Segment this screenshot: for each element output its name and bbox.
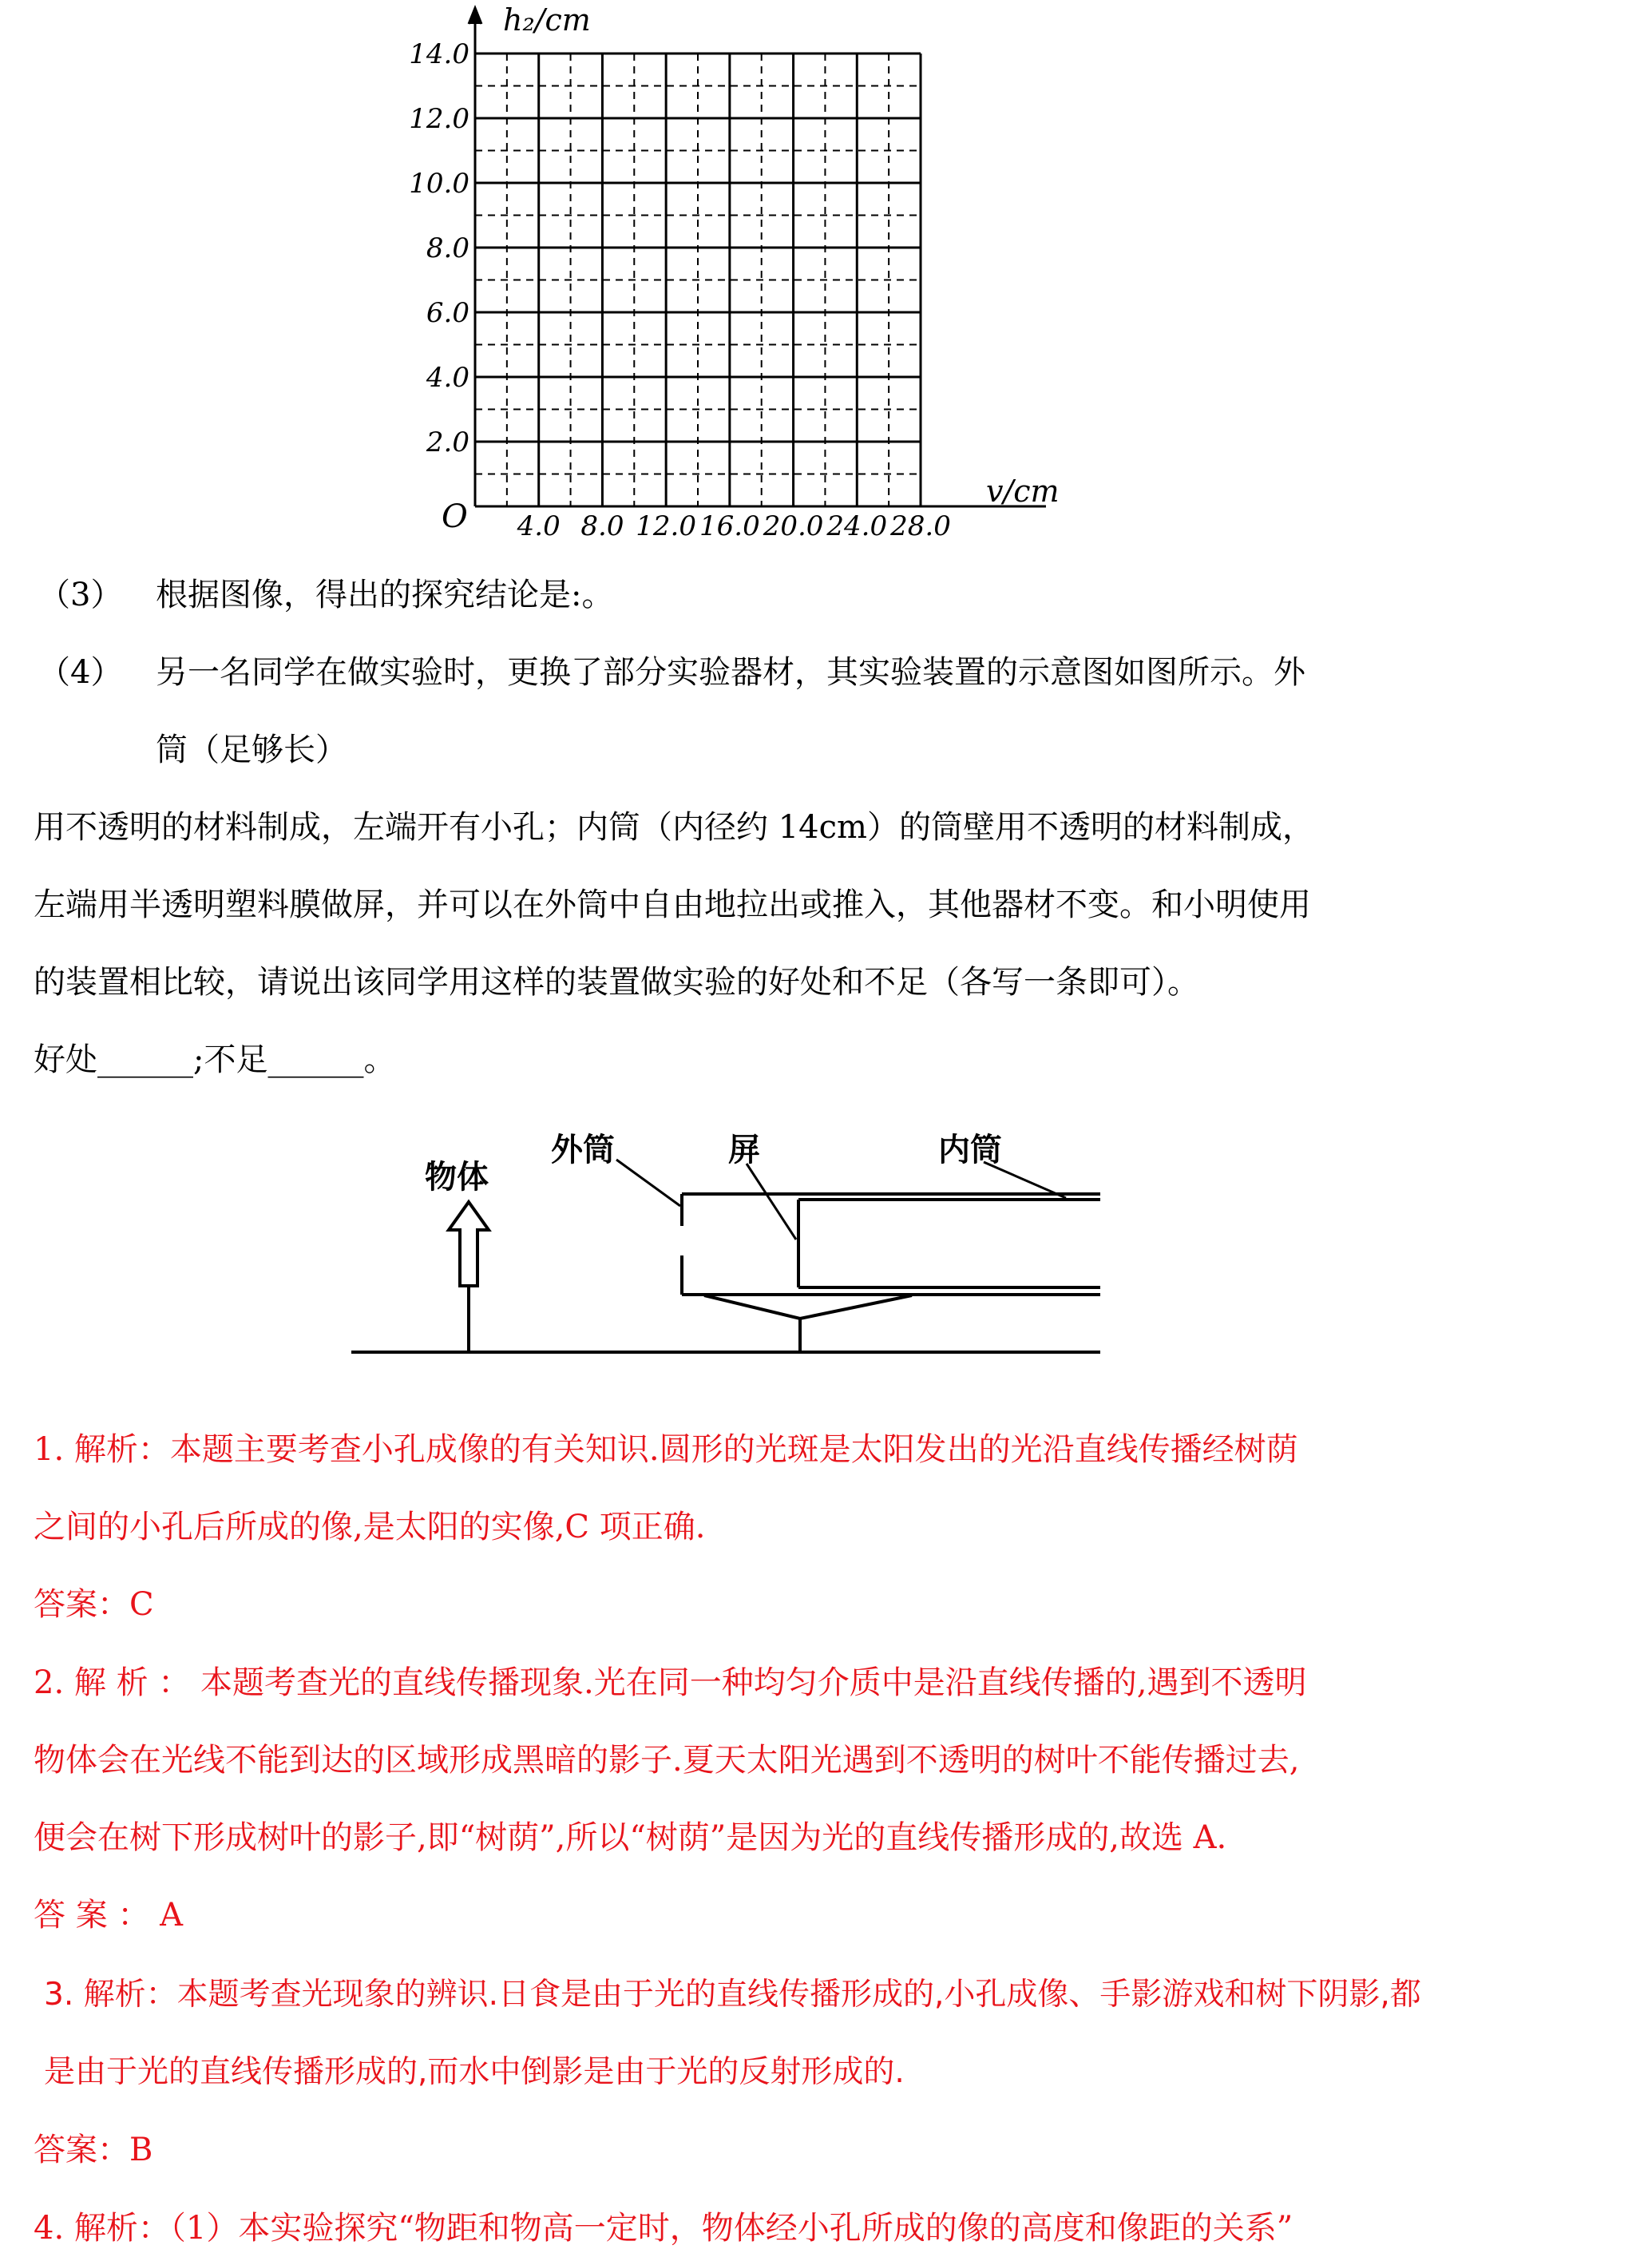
object-arrow: [449, 1202, 489, 1286]
answer-2-line-2: 物体会在光线不能到达的区域形成黑暗的影子.夏天太阳光遇到不透明的树叶不能传播过去,: [34, 1742, 1300, 1779]
screen-label: 屏: [728, 1132, 760, 1168]
tube-stand: [704, 1295, 912, 1319]
answer-1-line-1: 1. 解析：本题主要考查小孔成像的有关知识.圆形的光斑是太阳发出的光沿直线传播经树荫: [34, 1431, 1298, 1468]
outer-tube-label: 外筒: [551, 1132, 615, 1168]
answer-2-line-1: 2. 解 析 ： 本题考查光的直线传播现象.光在同一种均匀介质中是沿直线传播的,遇到不透明: [34, 1664, 1307, 1701]
answer-3-line-1: 3. 解析：本题考查光现象的辨识.日食是由于光的直线传播形成的,小孔成像、手影游戏和树下阴影,都: [44, 1977, 1421, 2013]
origin-label: O: [442, 498, 468, 535]
answer-4-line-1: 4. 解析：（1）本实验探究“物距和物高一定时，物体经小孔所成的像的高度和像距的关系”: [34, 2210, 1293, 2247]
q4-line-4: 左端用半透明塑料膜做屏，并可以在外筒中自由地拉出或推入，其他器材不变。和小明使用: [34, 887, 1311, 923]
q3-number: （3）: [38, 577, 123, 613]
x-tick-label: 16.0: [699, 510, 760, 542]
q4-blanks: 好处______;不足______。: [34, 1041, 396, 1078]
answer-1-line-2: 之间的小孔后所成的像,是太阳的实像,C 项正确.: [34, 1509, 706, 1545]
x-tick-label: 4.0: [517, 510, 561, 542]
answer-1-key: 答案：C: [34, 1586, 154, 1623]
x-tick-label: 8.0: [580, 510, 624, 542]
answer-2-key: 答 案 ： A: [34, 1897, 184, 1934]
x-tick-label: 28.0: [890, 510, 951, 542]
screen-pointer: [747, 1164, 796, 1240]
x-tick-label: 24.0: [826, 510, 888, 542]
object-label: 物体: [425, 1159, 489, 1196]
answer-2-line-3: 便会在树下形成树叶的影子,即“树荫”,所以“树荫”是因为光的直线传播形成的,故选 A.: [34, 1819, 1227, 1856]
y-tick-label: 6.0: [426, 297, 469, 329]
answer-3-key: 答案：B: [34, 2132, 153, 2168]
q4-line-5: 的装置相比较，请说出该同学用这样的装置做实验的好处和不足（各写一条即可）。: [34, 964, 1199, 1001]
y-tick-label: 10.0: [409, 168, 469, 200]
y-tick-label: 4.0: [426, 362, 469, 394]
answer-3-line-2: 是由于光的直线传播形成的,而水中倒影是由于光的反射形成的.: [44, 2054, 905, 2090]
outer-tube-pointer: [616, 1160, 680, 1206]
y-axis-label: h₂/cm: [503, 2, 591, 38]
q4-line-1: 另一名同学在做实验时，更换了部分实验器材，其实验装置的示意图如图所示。外: [156, 654, 1305, 691]
q4-line-2: 筒（足够长）: [156, 732, 347, 768]
x-tick-label: 20.0: [763, 510, 824, 542]
x-tick-label: 12.0: [636, 510, 696, 542]
y-tick-label: 8.0: [426, 232, 469, 264]
y-tick-label: 12.0: [409, 103, 469, 135]
y-tick-label: 2.0: [426, 426, 469, 458]
x-axis-label: v/cm: [986, 474, 1060, 509]
y-tick-label: 14.0: [409, 38, 469, 70]
q4-line-3: 用不透明的材料制成，左端开有小孔；内筒（内径约 14cm）的筒壁用不透明的材料制成，: [34, 809, 1314, 846]
q3-text: 根据图像，得出的探究结论是:。: [156, 577, 614, 613]
inner-tube-label: 内筒: [938, 1132, 1002, 1168]
q4-number: （4）: [38, 654, 123, 691]
